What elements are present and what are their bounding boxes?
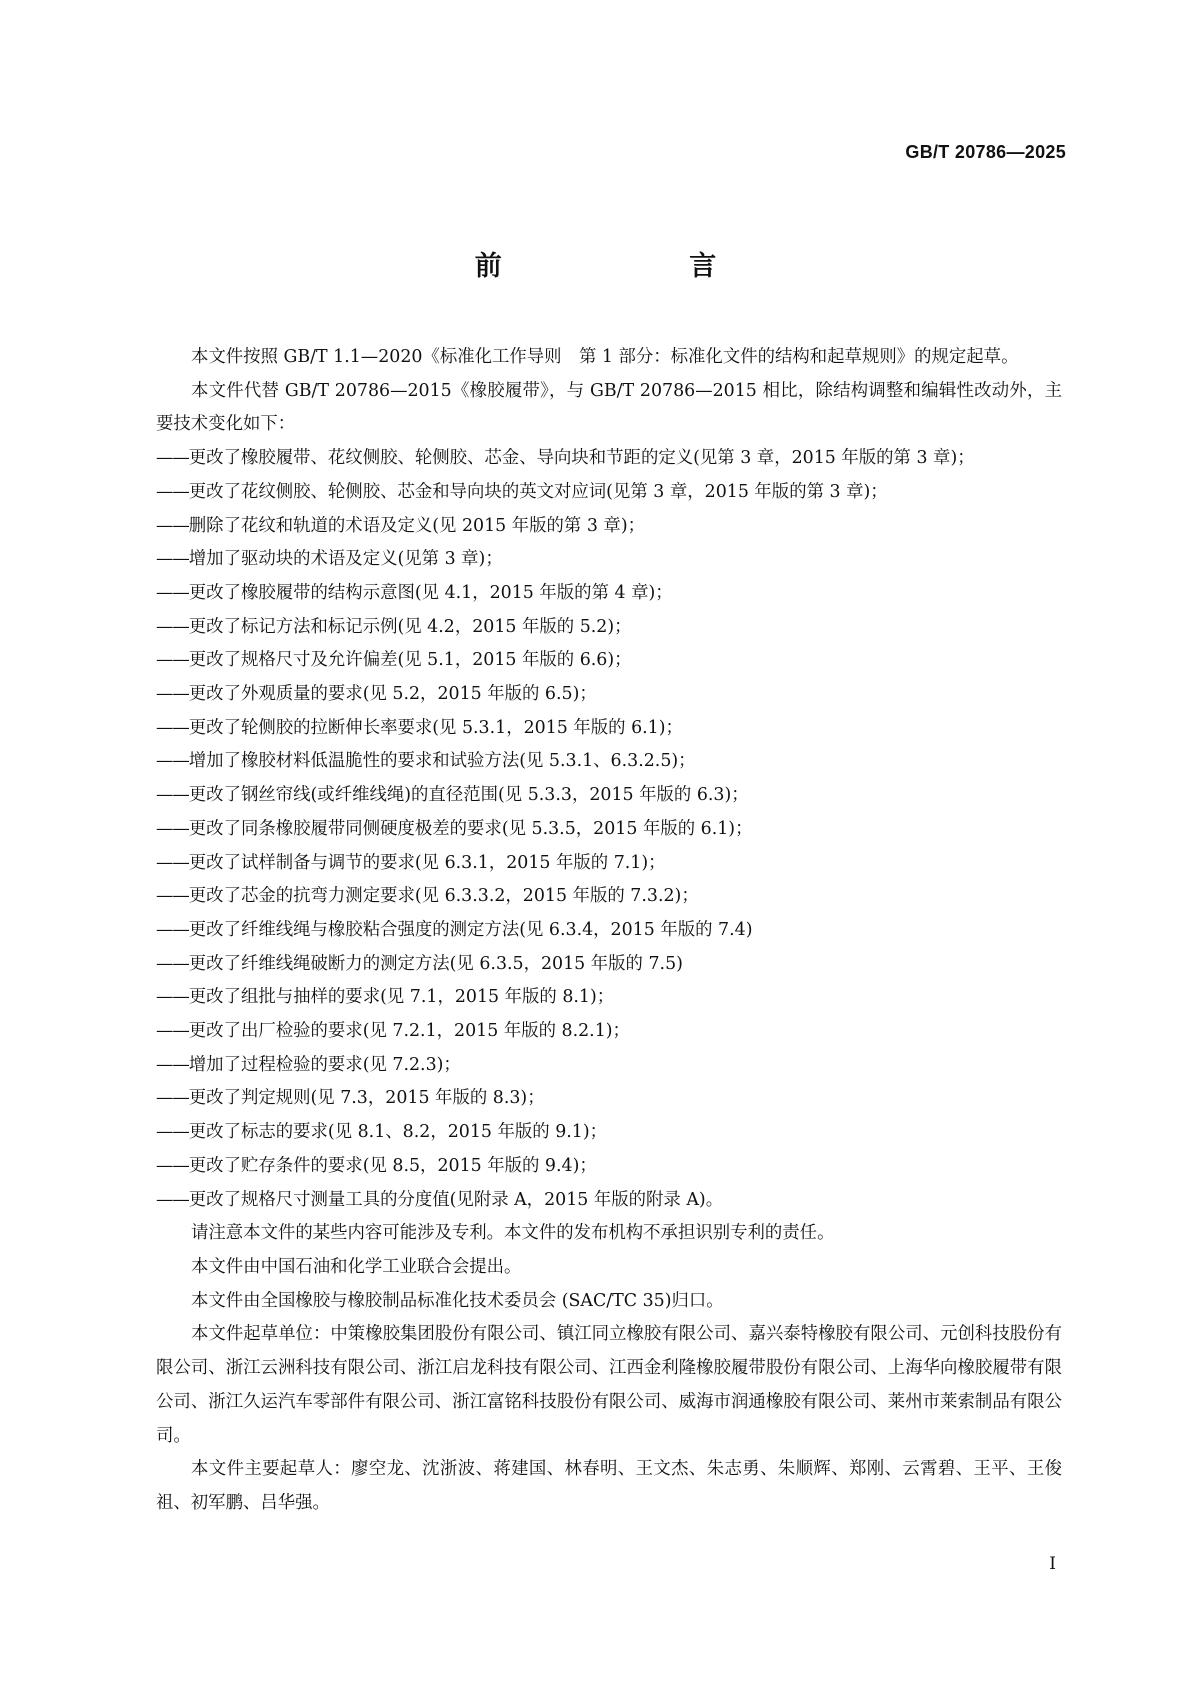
change-text: 更改了试样制备与调节的要求(见 6.3.1，2015 年版的 7.1)； (188, 852, 666, 873)
change-list-item (156, 644, 1062, 678)
drafting-units-paragraph: 本文件起草单位：中策橡胶集团股份有限公司、镇江同立橡胶有限公司、嘉兴泰特橡胶有限公司、元创科技股份有限公司、浙江云洲科技有限公司、浙江启龙科技有限公司、江西金利隆橡胶履带股份有限公司、上海华向橡胶履带有限公司、浙江久运汽车零部件有限公司、浙江富铭科技股份有限公司、威海市润通橡胶有限公司、莱州市莱索制品有限公司。 (156, 1324, 1062, 1446)
list-dash: —— (156, 1155, 189, 1176)
centralized-by-paragraph: 本文件由全国橡胶与橡胶制品标准化技术委员会 (SAC/TC 35)归口。 (191, 1290, 724, 1311)
change-text: 增加了橡胶材料低温脆性的要求和试验方法(见 5.3.1、6.3.2.5)； (188, 751, 696, 772)
document-number: GB/T 20786—2025 (905, 142, 1066, 162)
change-text: 更改了标志的要求(见 8.1、8.2，2015 年版的 9.1)； (188, 1122, 608, 1143)
list-dash: —— (156, 448, 189, 469)
change-text: 更改了标记方法和标记示例(见 4.2，2015 年版的 5.2)； (188, 616, 632, 637)
change-list-item (156, 577, 1062, 611)
list-dash: —— (156, 684, 189, 705)
list-dash: —— (156, 1122, 189, 1143)
list-dash: —— (156, 987, 189, 1008)
change-text: 更改了组批与抽样的要求(见 7.1，2015 年版的 8.1)； (188, 987, 615, 1008)
change-list-item (156, 1082, 1062, 1116)
page-title: 前 言 (474, 251, 776, 282)
change-text: 增加了过程检验的要求(见 7.2.3)； (188, 1054, 461, 1075)
change-list-item (156, 981, 1062, 1015)
change-text: 更改了外观质量的要求(见 5.2，2015 年版的 6.5)； (188, 684, 597, 705)
change-list-item (156, 442, 1062, 476)
change-text: 更改了芯金的抗弯力测定要求(见 6.3.3.2，2015 年版的 7.3.2)； (188, 886, 699, 907)
patent-notice-paragraph: 请注意本文件的某些内容可能涉及专利。本文件的发布机构不承担识别专利的责任。 (191, 1223, 835, 1244)
change-text: 删除了花纹和轨道的术语及定义(见 2015 年版的第 3 章)； (188, 515, 645, 536)
change-text: 更改了花纹侧胶、轮侧胶、芯金和导向块的英文对应词(见第 3 章，2015 年版的第 3 章)； (188, 481, 888, 502)
change-text: 更改了规格尺寸测量工具的分度值(见附录 A，2015 年版的附录 A)。 (188, 1189, 724, 1210)
change-text: 更改了纤维线绳与橡胶粘合强度的测定方法(见 6.3.4，2015 年版的 7.4) (188, 919, 753, 940)
change-list-item (156, 611, 1062, 645)
change-list-item (156, 510, 1062, 544)
list-dash: —— (156, 1021, 189, 1042)
change-list-item (156, 1049, 1062, 1083)
intro-paragraph-drafting-rules: 本文件按照 GB/T 1.1—2020《标准化工作导则 第 1 部分：标准化文件的结构和起草规则》的规定起草。 (191, 347, 1019, 367)
change-list-item (156, 745, 1062, 779)
change-text: 更改了规格尺寸及允许偏差(见 5.1，2015 年版的 6.6)； (188, 650, 632, 671)
list-dash: —— (156, 818, 189, 839)
list-dash: —— (156, 717, 189, 738)
change-text: 更改了纤维线绳破断力的测定方法(见 6.3.5，2015 年版的 7.5) (188, 953, 683, 974)
preface-body (156, 341, 1062, 1521)
list-dash: —— (156, 785, 189, 806)
change-list-item (156, 880, 1062, 914)
main-drafters-paragraph: 本文件主要起草人：廖空龙、沈浙波、蒋建国、林春明、王文杰、朱志勇、朱顺辉、郑刚、云霄碧、王平、王俊祖、初军鹏、吕华强。 (156, 1459, 1062, 1513)
technical-changes-list (156, 442, 1062, 1217)
change-list-item (156, 813, 1062, 847)
list-dash: —— (156, 953, 189, 974)
change-list-item (156, 678, 1062, 712)
change-text: 更改了出厂检验的要求(见 7.2.1，2015 年版的 8.2.1)； (188, 1021, 630, 1042)
proposer-paragraph: 本文件由中国石油和化学工业联合会提出。 (191, 1256, 522, 1277)
list-dash: —— (156, 852, 189, 873)
change-text: 更改了橡胶履带、花纹侧胶、轮侧胶、芯金、导向块和节距的定义(见第 3 章，2015 年版的第 3 章)； (188, 448, 975, 469)
change-list-item (156, 948, 1062, 982)
change-text: 更改了钢丝帘线(或纤维线绳)的直径范围(见 5.3.3，2015 年版的 6.3)； (188, 785, 749, 806)
change-list-item (156, 1184, 1062, 1218)
change-list-item (156, 543, 1062, 577)
intro-paragraph-replacement: 本文件代替 GB/T 20786—2015《橡胶履带》，与 GB/T 20786—2015 相比，除结构调整和编辑性改动外，主要技术变化如下： (156, 380, 1062, 435)
list-dash: —— (156, 1088, 189, 1109)
list-dash: —— (156, 650, 189, 671)
list-dash: —— (156, 515, 189, 536)
change-list-item (156, 1015, 1062, 1049)
change-list-item (156, 779, 1062, 813)
list-dash: —— (156, 1054, 189, 1075)
change-list-item (156, 712, 1062, 746)
change-list-item (156, 914, 1062, 948)
list-dash: —— (156, 919, 189, 940)
page-number: I (1049, 1554, 1056, 1574)
change-text: 增加了驱动块的术语及定义(见第 3 章)； (188, 549, 503, 570)
change-text: 更改了判定规则(见 7.3，2015 年版的 8.3)； (188, 1088, 545, 1109)
list-dash: —— (156, 751, 189, 772)
change-text: 更改了橡胶履带的结构示意图(见 4.1，2015 年版的第 4 章)； (188, 582, 673, 603)
list-dash: —— (156, 582, 189, 603)
change-list-item (156, 1150, 1062, 1184)
list-dash: —— (156, 616, 189, 637)
change-text: 更改了同条橡胶履带同侧硬度极差的要求(见 5.3.5，2015 年版的 6.1)； (188, 818, 753, 839)
change-list-item (156, 1116, 1062, 1150)
change-text: 更改了贮存条件的要求(见 8.5，2015 年版的 9.4)； (188, 1155, 597, 1176)
list-dash: —— (156, 1189, 189, 1210)
list-dash: —— (156, 549, 189, 570)
change-list-item (156, 847, 1062, 881)
change-text: 更改了轮侧胶的拉断伸长率要求(见 5.3.1，2015 年版的 6.1)； (188, 717, 683, 738)
list-dash: —— (156, 886, 189, 907)
list-dash: —— (156, 481, 189, 502)
change-list-item (156, 476, 1062, 510)
